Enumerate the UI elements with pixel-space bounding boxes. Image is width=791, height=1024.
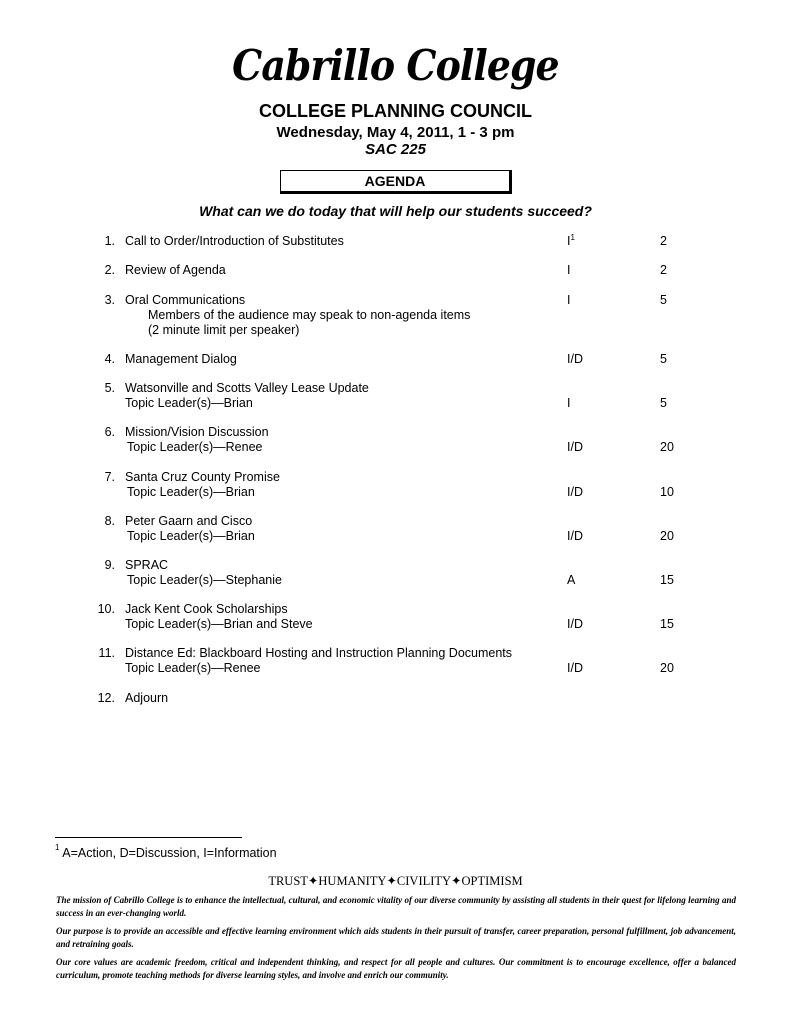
item-code: $I^1$ — [567, 233, 575, 248]
item-title: Adjourn — [125, 691, 169, 705]
item-number: 4. — [104, 352, 115, 366]
item-title: Santa Cruz County Promise — [125, 470, 280, 484]
item-topic-leader: Topic Leader(s)—Renee — [125, 661, 261, 675]
item-minutes: 15 — [660, 573, 674, 587]
item-minutes: 15 — [660, 617, 674, 631]
item-subtext: (2 minute limit per speaker) — [148, 323, 300, 337]
item-code: I/D — [567, 529, 583, 543]
footnote-marker: 1 — [55, 843, 60, 852]
item-topic-leader: Topic Leader(s)—Brian — [127, 485, 255, 499]
item-minutes: 20 — [660, 440, 674, 454]
item-number: 10. — [97, 602, 115, 616]
guiding-question: What can we do today that will help our students succeed? — [199, 203, 592, 219]
item-title: Call to Order/Introduction of Substitutes — [125, 234, 344, 248]
item-minutes: 5 — [660, 352, 667, 366]
item-code: I/D — [567, 485, 583, 499]
item-title: SPRAC — [125, 558, 169, 572]
agenda-heading-box — [280, 170, 512, 194]
item-number: 12. — [97, 691, 115, 705]
cabrillo-college-logo: Cabrillo College — [232, 41, 559, 90]
item-title: Peter Gaarn and Cisco — [125, 514, 253, 528]
item-topic-leader: Topic Leader(s)—Brian — [125, 396, 253, 410]
item-title: Watsonville and Scotts Valley Lease Update — [125, 381, 369, 395]
item-code: I/D — [567, 661, 583, 675]
item-code: I/D — [567, 440, 583, 454]
item-minutes: 10 — [660, 485, 674, 499]
item-minutes: 2 — [660, 263, 667, 277]
item-title: Review of Agenda — [125, 263, 226, 277]
item-topic-leader: Topic Leader(s)—Brian — [127, 529, 255, 543]
item-title: Jack Kent Cook Scholarships — [125, 602, 288, 616]
item-code: I/D — [567, 352, 583, 366]
item-number: 6. — [104, 425, 115, 439]
item-number: 9. — [104, 558, 115, 572]
item-number: 2. — [104, 263, 115, 277]
item-title: Oral Communications — [125, 293, 246, 307]
footnote — [55, 843, 277, 860]
item-number: 5. — [104, 381, 115, 395]
meeting-room: SAC 225 — [365, 141, 426, 158]
item-minutes: 20 — [660, 661, 674, 675]
item-minutes: 5 — [660, 396, 667, 410]
item-title: Management Dialog — [125, 352, 237, 366]
item-code: A — [567, 573, 576, 587]
agenda-heading: AGENDA — [364, 173, 426, 189]
item-title: Mission/Vision Discussion — [125, 425, 269, 439]
mission-statement: The mission of Cabrillo College is to enhance the intellectual, cultural, and economic vitality of our diverse community by assisting all students in their quest for lifelong learning and success in an ever-changing world. — [56, 895, 736, 918]
core-values-statement: Our core values are academic freedom, critical and independent thinking, and respect for all people and cultures. Our commitment is to encourage excellence, offer a balanced curriculum, promote teaching methods for diverse learning styles, and involve and enrich our community. — [56, 957, 736, 980]
item-code: I — [567, 293, 571, 307]
purpose-statement: Our purpose is to provide an accessible and effective learning environment which aids students in their pursuit of transfer, career preparation, personal fulfillment, job advancement, and retraining goals. — [56, 926, 736, 949]
footnote-divider — [55, 837, 242, 838]
meeting-datetime: Wednesday, May 4, 2011, 1 - 3 pm — [276, 124, 515, 141]
footnote-ref: 1 — [570, 233, 575, 242]
footnote-text: A=Action, D=Discussion, I=Information — [62, 846, 277, 860]
item-topic-leader: Topic Leader(s)—Stephanie — [127, 573, 282, 587]
item-number: 11. — [98, 646, 115, 660]
item-number: 7. — [104, 470, 115, 484]
item-subtext: Members of the audience may speak to non-agenda items — [148, 308, 471, 322]
item-number: 1. — [104, 234, 115, 248]
item-topic-leader: Topic Leader(s)—Renee — [127, 440, 263, 454]
item-minutes: 5 — [660, 293, 667, 307]
item-topic-leader: Topic Leader(s)—Brian and Steve — [125, 617, 313, 631]
item-number: 8. — [104, 514, 115, 528]
core-values-line: TRUST✦HUMANITY✦CIVILITY✦OPTIMISM — [268, 874, 523, 888]
item-code: I/D — [567, 617, 583, 631]
item-title: Distance Ed: Blackboard Hosting and Instruction Planning Documents — [125, 646, 513, 660]
council-title: COLLEGE PLANNING COUNCIL — [259, 101, 532, 121]
item-minutes: 20 — [660, 529, 674, 543]
item-number: 3. — [104, 293, 115, 307]
item-minutes: 2 — [660, 234, 667, 248]
item-code: I — [567, 396, 571, 410]
item-code: I — [567, 263, 571, 277]
